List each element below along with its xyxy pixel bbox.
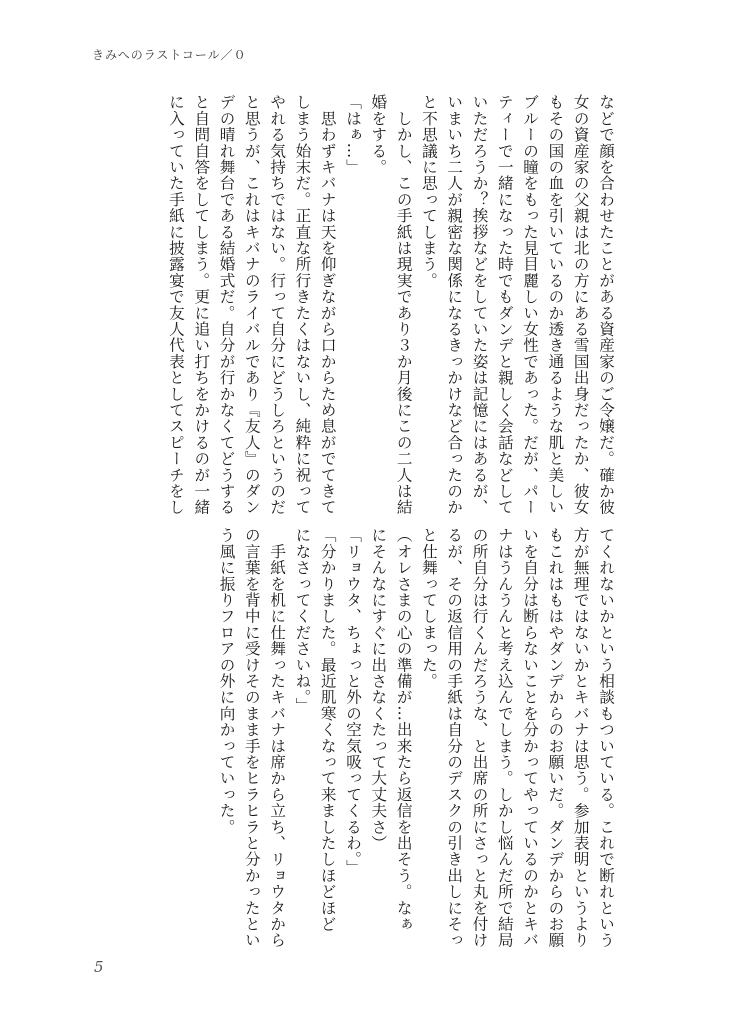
text-column: 「はぁ…」 xyxy=(344,94,363,175)
text-column: デの晴れ舞台である結婚式だ。自分が行かなくてどうする xyxy=(217,94,236,516)
text-column: いまいち二人が親密な関係になるきっかけなど合ったのか xyxy=(445,94,464,516)
text-column: てくれないかという相談もついている。これで断れという xyxy=(597,527,615,949)
text-column: 方が無理ではないかとキバナは思う。参加表明というより xyxy=(571,527,590,949)
text-column: う風に振りフロアの外に向かっていった。 xyxy=(217,527,236,835)
running-title: きみへのラストコール／０ xyxy=(92,48,247,62)
text-column: ナはうんうんと考え込んでしまう。しかし悩んだ所で結局 xyxy=(495,527,514,949)
text-column: もその国の血を引いているのか透き通るような肌と美しい xyxy=(546,94,565,516)
text-column: いを自分は断らないことを分かってやっているのかとキバ xyxy=(521,527,540,949)
text-column: ブルーの瞳をもった見目麗しい女性であった。だが、パー xyxy=(521,94,540,516)
text-column: ティーで一緒になった時でもダンデと親しく会話などして xyxy=(495,94,514,516)
text-column: になさってくださいね。」 xyxy=(293,527,312,714)
text-column: に入っていた手紙に披露宴で友人代表としてスピーチをし xyxy=(166,94,185,516)
text-column: と自問自答をしてしまう。更に追い打ちをかけるのが一緒 xyxy=(192,94,211,516)
text-column: と思うが、これはキバナのライバルであり『友人』のダン xyxy=(242,94,261,516)
text-column: やれる気持ちではない。行って自分にどうしろというのだ xyxy=(268,94,287,516)
text-column: 女の資産家の父親は北の方にある雪国出身だったか、彼女 xyxy=(571,94,590,516)
text-column: 婚をする。 xyxy=(369,94,388,175)
text-block-top xyxy=(163,94,618,514)
text-column: と不思議に思ってしまう。 xyxy=(419,94,438,289)
text-column: にそんなにすぐに出さなくたって大丈夫さ） xyxy=(369,527,388,851)
text-column: 「分かりました。最近肌寒くなって来ましたしほどほど xyxy=(318,527,337,932)
text-column: もこれはもはやダンデからのお願いだ。ダンデからのお願 xyxy=(546,527,565,949)
text-column: （オレさまの心の準備が…出来たら返信を出そう。なぁ xyxy=(394,527,413,932)
text-column: 思わずキバナは天を仰ぎながら口からため息がでてきて xyxy=(318,94,337,516)
text-column: るが、その返信用の手紙は自分のデスクの引き出しにそっ xyxy=(445,527,464,949)
text-block-bottom xyxy=(213,527,618,949)
text-column: しまう始末だ。正直な所行きたくはないし、純粋に祝って xyxy=(293,94,312,516)
text-column: 手紙を机に仕舞ったキバナは席から立ち、リョウタから xyxy=(268,527,287,949)
page-number: 5 xyxy=(94,958,104,976)
text-column: などで顔を合わせたことがある資産家のご令嬢だ。確か彼 xyxy=(597,94,615,516)
text-column: の所自分は行くんだろうな、と出席の所にさっと丸を付け xyxy=(470,527,489,949)
text-column: と仕舞ってしまった。 xyxy=(419,527,438,689)
text-column: いただろうか？挨拶などをしていた姿は記憶にはあるが、 xyxy=(470,94,489,516)
text-column: しかし、この手紙は現実であり３か月後にこの二人は結 xyxy=(394,94,413,516)
text-column: の言葉を背中に受けそのまま手をヒラヒラと分かったとい xyxy=(242,527,261,949)
text-column: 「リョウタ、ちょっと外の空気吸ってくるわ。」 xyxy=(344,527,363,876)
